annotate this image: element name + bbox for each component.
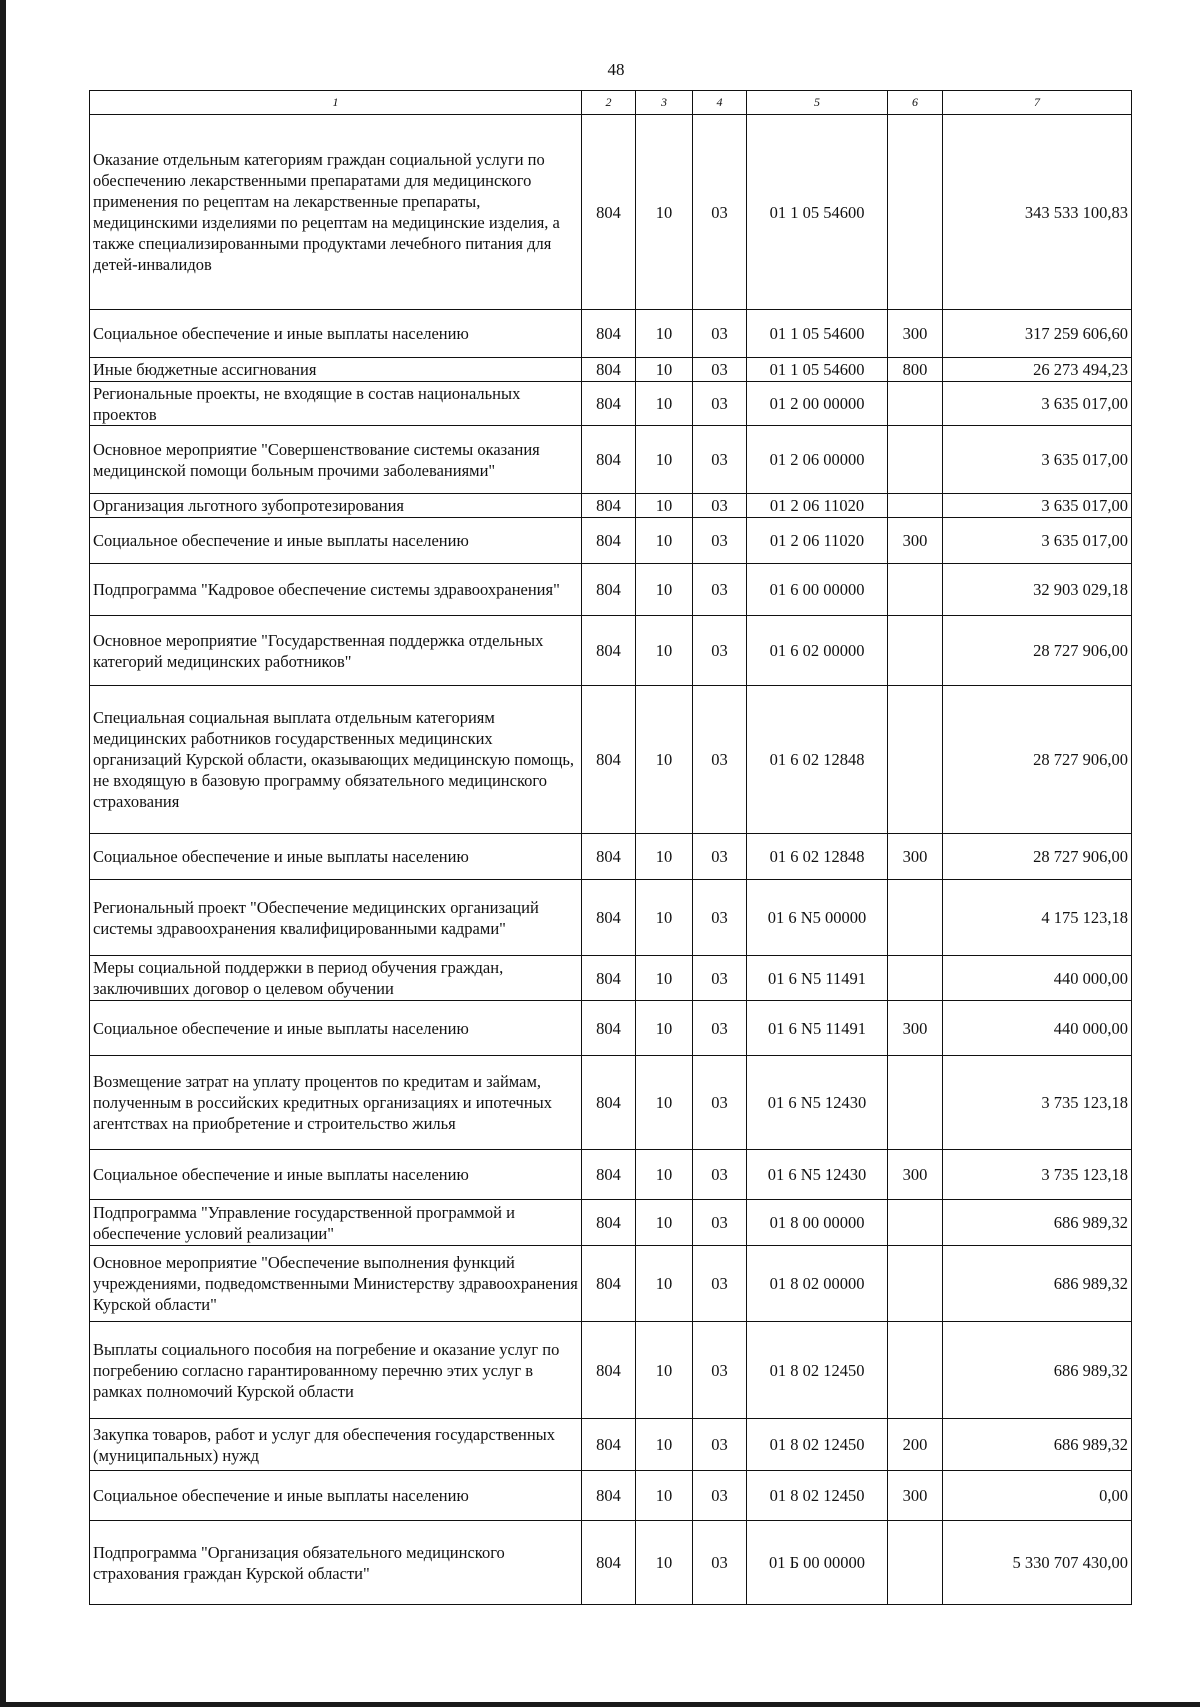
row-amount: 0,00 bbox=[943, 1471, 1132, 1521]
row-section: 10 bbox=[636, 426, 693, 494]
row-name: Социальное обеспечение и иные выплаты населению bbox=[90, 1001, 582, 1056]
col-header-2: 2 bbox=[582, 91, 636, 115]
row-section: 10 bbox=[636, 686, 693, 834]
row-name: Подпрограмма "Кадровое обеспечение системы здравоохранения" bbox=[90, 564, 582, 616]
table-row bbox=[90, 310, 1132, 358]
row-ministry-code: 804 bbox=[582, 310, 636, 358]
col-header-6: 6 bbox=[888, 91, 943, 115]
row-subsection: 03 bbox=[693, 358, 747, 382]
row-name: Основное мероприятие "Государственная поддержка отдельных категорий медицинских работников" bbox=[90, 616, 582, 686]
row-expense-type bbox=[888, 616, 943, 686]
row-target-article: 01 8 02 12450 bbox=[747, 1419, 888, 1471]
row-subsection: 03 bbox=[693, 686, 747, 834]
row-section: 10 bbox=[636, 834, 693, 880]
row-expense-type: 200 bbox=[888, 1419, 943, 1471]
row-amount: 4 175 123,18 bbox=[943, 880, 1132, 956]
row-expense-type bbox=[888, 956, 943, 1001]
row-name: Социальное обеспечение и иные выплаты населению bbox=[90, 310, 582, 358]
row-section: 10 bbox=[636, 1322, 693, 1419]
row-name: Меры социальной поддержки в период обучения граждан, заключивших договор о целевом обучении bbox=[90, 956, 582, 1001]
row-ministry-code: 804 bbox=[582, 956, 636, 1001]
row-expense-type bbox=[888, 880, 943, 956]
table-row bbox=[90, 956, 1132, 1001]
row-subsection: 03 bbox=[693, 1471, 747, 1521]
row-ministry-code: 804 bbox=[582, 1322, 636, 1419]
table-row bbox=[90, 1056, 1132, 1150]
row-ministry-code: 804 bbox=[582, 358, 636, 382]
table-row bbox=[90, 426, 1132, 494]
row-name: Социальное обеспечение и иные выплаты населению bbox=[90, 1150, 582, 1200]
row-section: 10 bbox=[636, 1056, 693, 1150]
row-amount: 28 727 906,00 bbox=[943, 686, 1132, 834]
row-amount: 32 903 029,18 bbox=[943, 564, 1132, 616]
col-header-7: 7 bbox=[943, 91, 1132, 115]
row-amount: 28 727 906,00 bbox=[943, 834, 1132, 880]
row-ministry-code: 804 bbox=[582, 1471, 636, 1521]
row-subsection: 03 bbox=[693, 310, 747, 358]
row-section: 10 bbox=[636, 1419, 693, 1471]
row-ministry-code: 804 bbox=[582, 1001, 636, 1056]
row-amount: 5 330 707 430,00 bbox=[943, 1521, 1132, 1605]
row-amount: 3 735 123,18 bbox=[943, 1150, 1132, 1200]
row-amount: 686 989,32 bbox=[943, 1419, 1132, 1471]
row-name: Социальное обеспечение и иные выплаты населению bbox=[90, 1471, 582, 1521]
row-section: 10 bbox=[636, 564, 693, 616]
row-section: 10 bbox=[636, 1246, 693, 1322]
row-target-article: 01 1 05 54600 bbox=[747, 115, 888, 310]
row-target-article: 01 8 02 00000 bbox=[747, 1246, 888, 1322]
row-name: Организация льготного зубопротезирования bbox=[90, 494, 582, 518]
row-expense-type bbox=[888, 686, 943, 834]
row-subsection: 03 bbox=[693, 834, 747, 880]
row-subsection: 03 bbox=[693, 1322, 747, 1419]
row-name: Основное мероприятие "Совершенствование системы оказания медицинской помощи больным прочими заболеваниями" bbox=[90, 426, 582, 494]
table-row bbox=[90, 880, 1132, 956]
row-ministry-code: 804 bbox=[582, 686, 636, 834]
row-name: Оказание отдельным категориям граждан социальной услуги по обеспечению лекарственными препаратами для медицинского применения по рецептам на лекарственные препараты, медицинскими изделиями по рецептам на медицинские изделия, а также специализированными продуктами лечебного питания для детей-инвалидов bbox=[90, 115, 582, 310]
row-target-article: 01 6 02 12848 bbox=[747, 834, 888, 880]
row-amount: 3 735 123,18 bbox=[943, 1056, 1132, 1150]
row-name: Социальное обеспечение и иные выплаты населению bbox=[90, 834, 582, 880]
row-amount: 686 989,32 bbox=[943, 1246, 1132, 1322]
row-target-article: 01 8 02 12450 bbox=[747, 1471, 888, 1521]
row-target-article: 01 1 05 54600 bbox=[747, 310, 888, 358]
row-amount: 440 000,00 bbox=[943, 1001, 1132, 1056]
row-amount: 3 635 017,00 bbox=[943, 518, 1132, 564]
table-row bbox=[90, 1419, 1132, 1471]
row-expense-type bbox=[888, 494, 943, 518]
row-target-article: 01 6 N5 11491 bbox=[747, 956, 888, 1001]
row-amount: 686 989,32 bbox=[943, 1322, 1132, 1419]
row-subsection: 03 bbox=[693, 1521, 747, 1605]
col-header-5: 5 bbox=[747, 91, 888, 115]
row-amount: 28 727 906,00 bbox=[943, 616, 1132, 686]
row-target-article: 01 2 00 00000 bbox=[747, 382, 888, 426]
row-target-article: 01 6 N5 00000 bbox=[747, 880, 888, 956]
row-name: Региональный проект "Обеспечение медицинских организаций системы здравоохранения квалифицированными кадрами" bbox=[90, 880, 582, 956]
row-expense-type bbox=[888, 426, 943, 494]
table-row bbox=[90, 382, 1132, 426]
row-section: 10 bbox=[636, 880, 693, 956]
row-expense-type: 300 bbox=[888, 834, 943, 880]
row-expense-type: 800 bbox=[888, 358, 943, 382]
row-name: Возмещение затрат на уплату процентов по кредитам и займам, полученным в российских кредитных организациях и ипотечных агентствах на приобретение и строительство жилья bbox=[90, 1056, 582, 1150]
row-name: Социальное обеспечение и иные выплаты населению bbox=[90, 518, 582, 564]
row-ministry-code: 804 bbox=[582, 115, 636, 310]
row-target-article: 01 8 02 12450 bbox=[747, 1322, 888, 1419]
table-row bbox=[90, 834, 1132, 880]
scan-edge-left bbox=[0, 0, 6, 1707]
row-amount: 686 989,32 bbox=[943, 1200, 1132, 1246]
row-target-article: 01 6 N5 11491 bbox=[747, 1001, 888, 1056]
row-section: 10 bbox=[636, 358, 693, 382]
table-row bbox=[90, 686, 1132, 834]
row-subsection: 03 bbox=[693, 564, 747, 616]
row-section: 10 bbox=[636, 1521, 693, 1605]
row-ministry-code: 804 bbox=[582, 880, 636, 956]
row-subsection: 03 bbox=[693, 880, 747, 956]
row-expense-type bbox=[888, 115, 943, 310]
row-amount: 3 635 017,00 bbox=[943, 426, 1132, 494]
row-subsection: 03 bbox=[693, 616, 747, 686]
page-number: 48 bbox=[607, 60, 625, 79]
row-expense-type bbox=[888, 1056, 943, 1150]
row-ministry-code: 804 bbox=[582, 1521, 636, 1605]
row-ministry-code: 804 bbox=[582, 382, 636, 426]
row-target-article: 01 2 06 11020 bbox=[747, 518, 888, 564]
table-row bbox=[90, 1150, 1132, 1200]
row-amount: 26 273 494,23 bbox=[943, 358, 1132, 382]
row-expense-type: 300 bbox=[888, 1471, 943, 1521]
row-section: 10 bbox=[636, 1200, 693, 1246]
row-amount: 3 635 017,00 bbox=[943, 494, 1132, 518]
row-target-article: 01 2 06 00000 bbox=[747, 426, 888, 494]
row-expense-type bbox=[888, 1322, 943, 1419]
row-subsection: 03 bbox=[693, 956, 747, 1001]
row-amount: 3 635 017,00 bbox=[943, 382, 1132, 426]
row-subsection: 03 bbox=[693, 115, 747, 310]
row-amount: 317 259 606,60 bbox=[943, 310, 1132, 358]
table-row bbox=[90, 1001, 1132, 1056]
row-name: Подпрограмма "Организация обязательного медицинского страхования граждан Курской области" bbox=[90, 1521, 582, 1605]
row-name: Специальная социальная выплата отдельным категориям медицинских работников государственных медицинских организаций Курской области, оказывающих медицинскую помощь, не входящую в базовую программу обязательного медицинского страхования bbox=[90, 686, 582, 834]
row-subsection: 03 bbox=[693, 1001, 747, 1056]
row-ministry-code: 804 bbox=[582, 1419, 636, 1471]
row-section: 10 bbox=[636, 1471, 693, 1521]
row-name: Выплаты социального пособия на погребение и оказание услуг по погребению согласно гарантированному перечню этих услуг в рамках полномочий Курской области bbox=[90, 1322, 582, 1419]
row-subsection: 03 bbox=[693, 1246, 747, 1322]
table-row bbox=[90, 115, 1132, 310]
row-section: 10 bbox=[636, 518, 693, 564]
row-expense-type: 300 bbox=[888, 310, 943, 358]
row-expense-type bbox=[888, 1246, 943, 1322]
row-expense-type: 300 bbox=[888, 518, 943, 564]
row-subsection: 03 bbox=[693, 1150, 747, 1200]
row-name: Подпрограмма "Управление государственной программой и обеспечение условий реализации" bbox=[90, 1200, 582, 1246]
table-row bbox=[90, 1322, 1132, 1419]
row-section: 10 bbox=[636, 1150, 693, 1200]
row-target-article: 01 6 N5 12430 bbox=[747, 1056, 888, 1150]
row-subsection: 03 bbox=[693, 494, 747, 518]
column-number-row bbox=[90, 91, 1132, 115]
table-row bbox=[90, 358, 1132, 382]
row-section: 10 bbox=[636, 494, 693, 518]
col-header-4: 4 bbox=[693, 91, 747, 115]
row-name: Иные бюджетные ассигнования bbox=[90, 358, 582, 382]
row-ministry-code: 804 bbox=[582, 834, 636, 880]
scan-edge-bottom bbox=[0, 1702, 1200, 1707]
row-target-article: 01 6 02 12848 bbox=[747, 686, 888, 834]
row-expense-type bbox=[888, 564, 943, 616]
row-section: 10 bbox=[636, 115, 693, 310]
row-name: Региональные проекты, не входящие в состав национальных проектов bbox=[90, 382, 582, 426]
row-target-article: 01 6 02 00000 bbox=[747, 616, 888, 686]
row-section: 10 bbox=[636, 616, 693, 686]
row-target-article: 01 Б 00 00000 bbox=[747, 1521, 888, 1605]
row-expense-type: 300 bbox=[888, 1001, 943, 1056]
row-target-article: 01 1 05 54600 bbox=[747, 358, 888, 382]
row-name: Основное мероприятие "Обеспечение выполнения функций учреждениями, подведомственными Министерству здравоохранения Курской области" bbox=[90, 1246, 582, 1322]
budget-table bbox=[89, 90, 1132, 1605]
table-row bbox=[90, 564, 1132, 616]
row-amount: 440 000,00 bbox=[943, 956, 1132, 1001]
row-target-article: 01 2 06 11020 bbox=[747, 494, 888, 518]
row-ministry-code: 804 bbox=[582, 1200, 636, 1246]
row-subsection: 03 bbox=[693, 426, 747, 494]
row-subsection: 03 bbox=[693, 518, 747, 564]
table-row bbox=[90, 494, 1132, 518]
row-section: 10 bbox=[636, 1001, 693, 1056]
table-row bbox=[90, 616, 1132, 686]
row-subsection: 03 bbox=[693, 1419, 747, 1471]
row-amount: 343 533 100,83 bbox=[943, 115, 1132, 310]
row-subsection: 03 bbox=[693, 1200, 747, 1246]
row-ministry-code: 804 bbox=[582, 494, 636, 518]
table-row bbox=[90, 1471, 1132, 1521]
row-expense-type: 300 bbox=[888, 1150, 943, 1200]
row-section: 10 bbox=[636, 310, 693, 358]
row-section: 10 bbox=[636, 956, 693, 1001]
row-subsection: 03 bbox=[693, 382, 747, 426]
row-ministry-code: 804 bbox=[582, 1150, 636, 1200]
row-target-article: 01 6 N5 12430 bbox=[747, 1150, 888, 1200]
row-subsection: 03 bbox=[693, 1056, 747, 1150]
row-section: 10 bbox=[636, 382, 693, 426]
row-ministry-code: 804 bbox=[582, 564, 636, 616]
row-ministry-code: 804 bbox=[582, 518, 636, 564]
row-expense-type bbox=[888, 1521, 943, 1605]
row-target-article: 01 6 00 00000 bbox=[747, 564, 888, 616]
row-ministry-code: 804 bbox=[582, 1056, 636, 1150]
row-target-article: 01 8 00 00000 bbox=[747, 1200, 888, 1246]
col-header-3: 3 bbox=[636, 91, 693, 115]
table-row bbox=[90, 518, 1132, 564]
row-ministry-code: 804 bbox=[582, 1246, 636, 1322]
row-name: Закупка товаров, работ и услуг для обеспечения государственных (муниципальных) нужд bbox=[90, 1419, 582, 1471]
table-row bbox=[90, 1200, 1132, 1246]
col-header-1: 1 bbox=[90, 91, 582, 115]
table-row bbox=[90, 1521, 1132, 1605]
table-row bbox=[90, 1246, 1132, 1322]
row-expense-type bbox=[888, 382, 943, 426]
row-ministry-code: 804 bbox=[582, 616, 636, 686]
row-ministry-code: 804 bbox=[582, 426, 636, 494]
row-expense-type bbox=[888, 1200, 943, 1246]
